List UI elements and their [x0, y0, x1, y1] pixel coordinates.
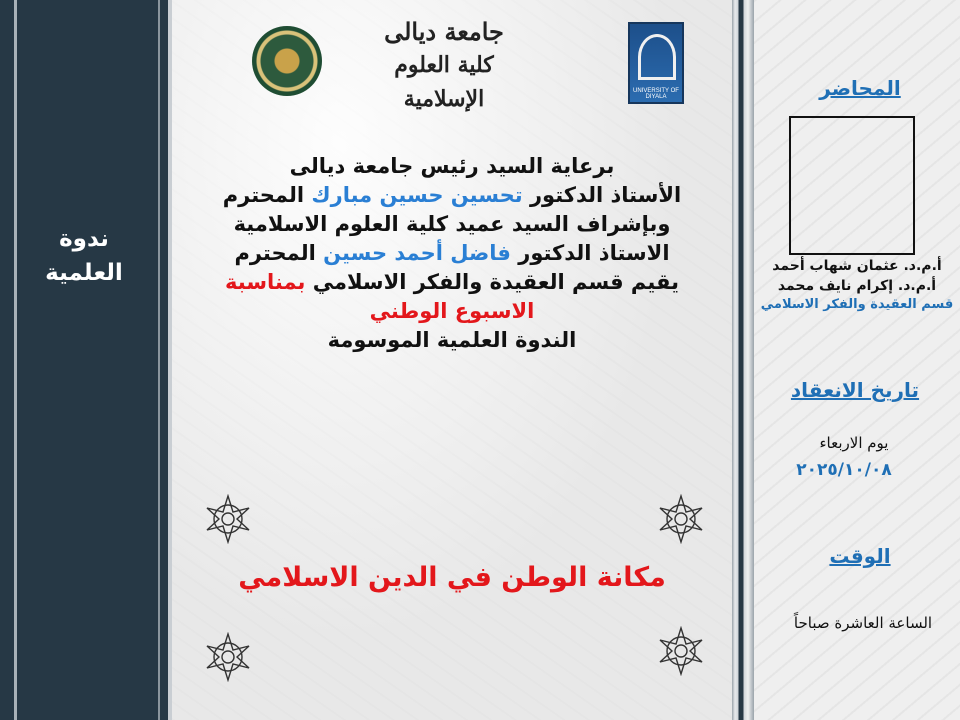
lecturer-2: أ.م.د. إكرام نايف محمد [777, 278, 937, 294]
university-logo-caption: UNIVERSITY OF DIYALA [633, 88, 679, 100]
event-date: ٢٠٢٥/١٠/٠٨ [796, 460, 892, 480]
lecture-title: مكانة الوطن في الدين الاسلامي [238, 562, 666, 593]
star-ornament-icon [203, 632, 253, 682]
line4-suffix: المحترم [234, 241, 316, 265]
time-heading: الوقت [829, 544, 891, 568]
lecturer-heading: المحاضر [819, 76, 901, 100]
line2-suffix: المحترم [222, 183, 305, 207]
college-name: كلية العلوم الإسلامية [394, 52, 494, 112]
occasion-name: الاسبوع الوطني [369, 299, 535, 323]
announcement-line7: الندوة العلمية الموسومة [327, 328, 577, 352]
announcement-text [176, 152, 728, 355]
university-logo-emblem [638, 34, 676, 80]
dean-name: فاضل أحمد حسين [323, 241, 511, 265]
seminar-label-line1: ندوة [59, 226, 109, 252]
college-seal-logo [252, 26, 322, 96]
line4-prefix: الاستاذ الدكتور [518, 241, 670, 265]
star-ornament-icon [656, 494, 706, 544]
event-time: الساعة العاشرة صباحاً [793, 614, 933, 632]
date-heading: تاريخ الانعقاد [790, 378, 920, 402]
university-name: جامعة ديالى [384, 17, 504, 46]
right-panel [754, 0, 960, 720]
panel-edge-inner [158, 0, 160, 720]
star-ornament-icon [656, 626, 706, 676]
president-name: تحسين حسين مبارك [311, 183, 523, 207]
day-label: يوم الاربعاء [819, 434, 889, 452]
line5-suffix: بمناسبة [225, 270, 306, 294]
calligraphy-logo [370, 16, 518, 112]
lecturer-1: أ.م.د. عثمان شهاب أحمد [772, 258, 942, 274]
seminar-label [20, 222, 148, 290]
lecturers-block [754, 256, 960, 314]
announcement-line4 [176, 239, 728, 268]
announcement-line1: برعاية السيد رئيس جامعة ديالى [289, 154, 615, 178]
panel-edge [14, 0, 17, 720]
star-ornament-icon [203, 494, 253, 544]
university-logo [628, 22, 684, 104]
line2-prefix: الأستاذ الدكتور [529, 183, 682, 207]
department-name: قسم العقيدة والفكر الاسلامي [760, 297, 954, 312]
announcement-line5 [176, 268, 728, 297]
announcement-line3: وبإشراف السيد عميد كلية العلوم الاسلامية [233, 212, 671, 236]
panel-divider [732, 0, 754, 720]
lecturer-photo-placeholder [789, 116, 915, 255]
line5-prefix: يقيم قسم العقيدة والفكر الاسلامي [312, 270, 679, 294]
announcement-line2 [176, 181, 728, 210]
left-panel [0, 0, 172, 720]
seminar-label-line2: العلمية [45, 260, 123, 286]
